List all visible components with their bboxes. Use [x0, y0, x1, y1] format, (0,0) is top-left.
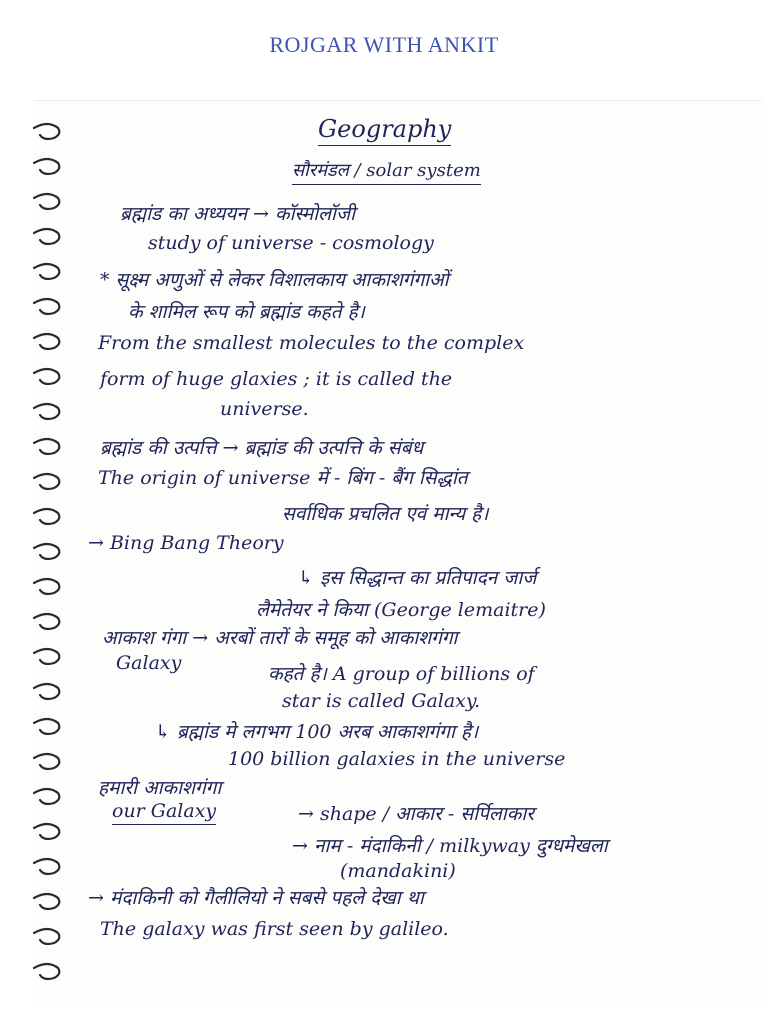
note-line: (mandakini) — [340, 860, 456, 882]
note-line: ब्रह्मांड का अध्ययन → कॉस्मोलॉजी — [120, 203, 355, 225]
spiral-ring — [34, 299, 59, 314]
spiral-ring — [34, 859, 59, 874]
spiral-ring — [34, 789, 59, 804]
note-line: ↳ ब्रह्मांड मे लगभग 100 अरब आकाशगंगा है। — [155, 721, 479, 743]
note-line: → Bing Bang Theory — [88, 532, 284, 554]
note-line: सर्वाधिक प्रचलित एवं मान्य है। — [282, 503, 489, 525]
spiral-ring — [34, 159, 59, 174]
note-line: star is called Galaxy. — [282, 690, 481, 712]
note-line: form of huge glaxies ; it is called the — [100, 368, 453, 390]
note-line: के शामिल रूप को ब्रह्मांड कहते है। — [128, 301, 365, 323]
spiral-ring — [34, 754, 59, 769]
spiral-ring — [34, 824, 59, 839]
note-line: The origin of universe में - बिंग - बैंग सिद्धांत — [98, 467, 468, 489]
note-line: From the smallest molecules to the complex — [98, 332, 525, 354]
spiral-ring — [34, 194, 59, 209]
note-line: लैमेतेयर ने किया (George lemaitre) — [256, 599, 546, 621]
spiral-ring — [34, 334, 59, 349]
note-line: 100 billion galaxies in the universe — [228, 748, 566, 770]
spiral-ring — [34, 929, 59, 944]
note-line: ↳ इस सिद्धान्त का प्रतिपादन जार्ज — [298, 567, 537, 589]
spiral-ring — [34, 369, 59, 384]
note-line: → मंदाकिनी को गैलीलियो ने सबसे पहले देखा था — [88, 887, 424, 909]
note-line: → नाम - मंदाकिनी / milkyway दुग्धमेखला — [292, 835, 608, 857]
spiral-ring — [34, 684, 59, 699]
note-line: ब्रह्मांड की उत्पत्ति → ब्रह्मांड की उत्पत्ति के संबंध — [100, 437, 424, 459]
note-line: → shape / आकार - सर्पिलाकार — [298, 803, 535, 825]
spiral-ring — [34, 439, 59, 454]
notes-title: Geography — [318, 115, 451, 146]
spiral-binding — [28, 108, 68, 1008]
spiral-ring — [34, 264, 59, 279]
note-line: The galaxy was first seen by galileo. — [100, 918, 449, 940]
note-line: universe. — [220, 398, 309, 420]
note-line: हमारी आकाशगंगा — [98, 777, 222, 799]
spiral-ring — [34, 649, 59, 664]
spiral-ring — [34, 614, 59, 629]
note-line: our Galaxy — [112, 800, 216, 825]
spiral-ring — [34, 474, 59, 489]
note-line: * सूक्ष्म अणुओं से लेकर विशालकाय आकाशगंगाओं — [100, 269, 449, 291]
spiral-ring — [34, 544, 59, 559]
note-line: Galaxy — [116, 652, 182, 674]
page-header: ROJGAR WITH ANKIT — [269, 32, 499, 57]
spiral-ring — [34, 124, 59, 139]
note-line: study of universe - cosmology — [148, 232, 434, 254]
spiral-ring — [34, 229, 59, 244]
spiral-ring — [34, 964, 59, 979]
spiral-ring — [34, 404, 59, 419]
note-line: कहते है। A group of billions of — [268, 663, 535, 685]
notes-subtitle: सौरमंडल / solar system — [292, 158, 481, 185]
spiral-ring — [34, 894, 59, 909]
spiral-ring — [34, 579, 59, 594]
spiral-ring — [34, 719, 59, 734]
spiral-ring — [34, 509, 59, 524]
note-line: आकाश गंगा → अरबों तारों के समूह को आकाशगंगा — [102, 627, 458, 649]
